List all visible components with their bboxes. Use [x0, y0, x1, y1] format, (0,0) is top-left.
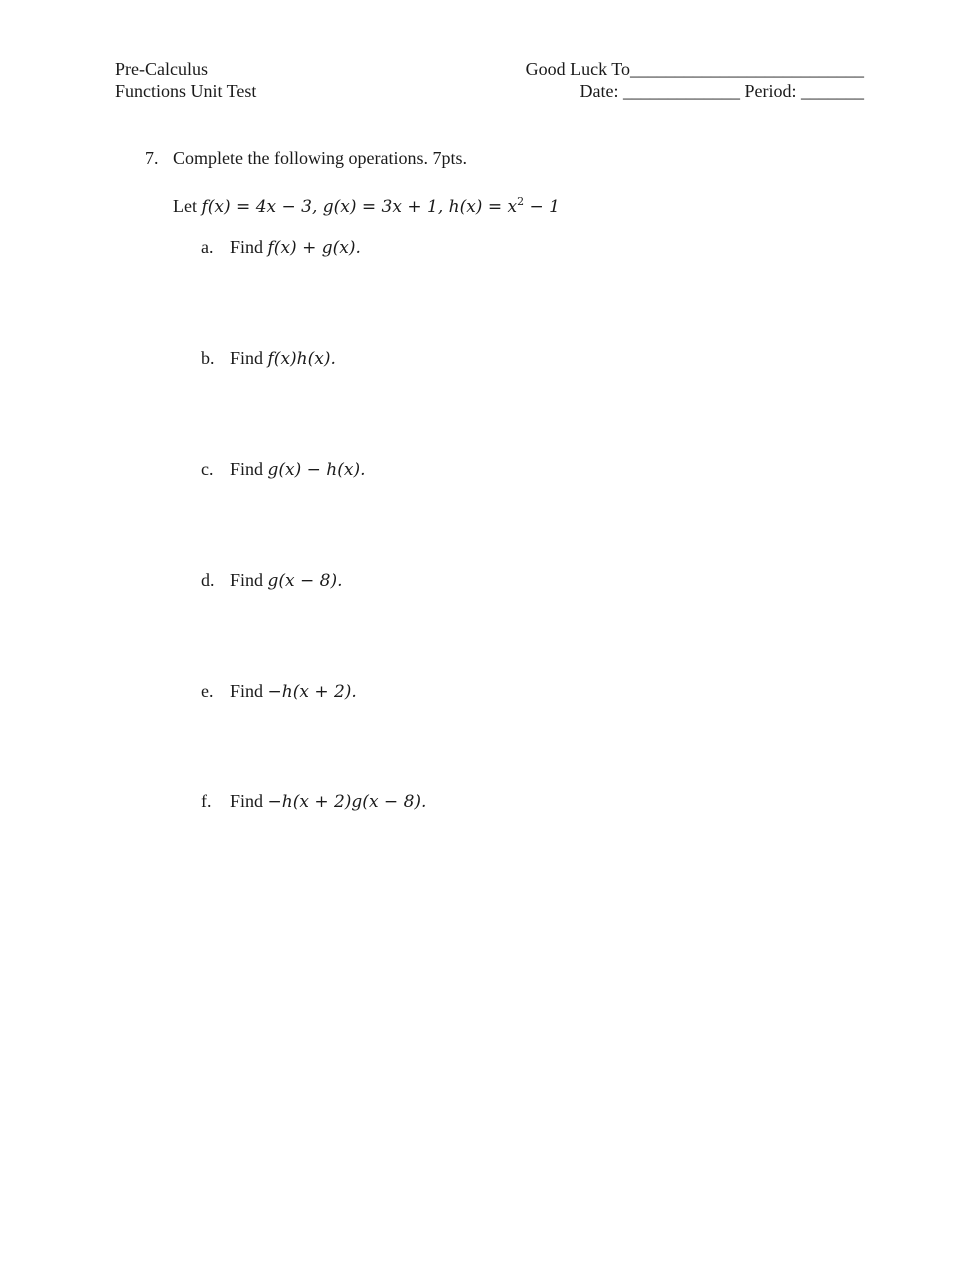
part-a: Find f(x) + g(x).	[230, 237, 361, 258]
part-letter: a.	[201, 237, 214, 257]
let-label: Let	[173, 196, 197, 216]
test-name: Functions Unit Test	[115, 81, 257, 101]
part-letter: c.	[201, 459, 214, 479]
function-definitions	[173, 191, 560, 218]
part-letter: d.	[201, 570, 215, 590]
part-c: Find g(x) − h(x).	[230, 459, 366, 480]
part-letter: b.	[201, 348, 215, 368]
part-d: Find g(x − 8).	[230, 570, 343, 591]
name-line: Good Luck To__________________________	[525, 59, 864, 79]
part-b: Find f(x)h(x).	[230, 348, 336, 369]
definitions-expr: f(x) = 4x − 3, g(x) = 3x + 1, $h(x) = x^2 - 1$	[201, 195, 560, 217]
question-prompt: Complete the following operations. 7pts.	[173, 148, 467, 168]
part-f: Find −h(x + 2)g(x − 8).	[230, 791, 427, 812]
question-number: 7.	[145, 148, 159, 168]
part-e: Find −h(x + 2).	[230, 681, 357, 702]
part-letter: e.	[201, 681, 214, 701]
part-letter: f.	[201, 791, 212, 811]
course-title: Pre-Calculus	[115, 59, 208, 79]
date-period-line: Date: _____________ Period: _______	[579, 81, 864, 101]
